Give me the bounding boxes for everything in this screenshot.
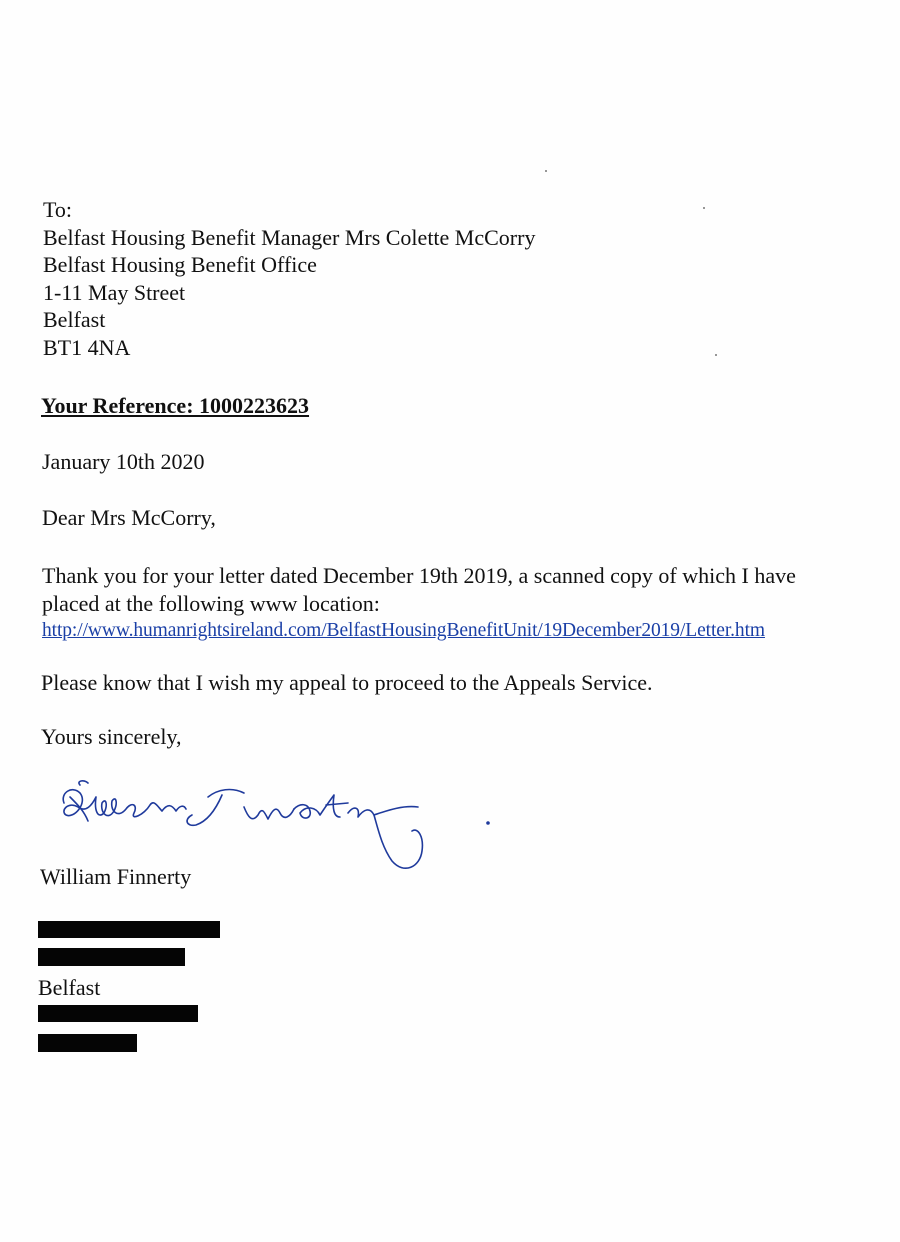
signer-name: William Finnerty bbox=[40, 864, 192, 889]
scan-speck bbox=[703, 207, 705, 209]
to-label: To: bbox=[43, 197, 73, 222]
paragraph-1-line-2: placed at the following www location: bbox=[42, 590, 380, 616]
addressee-block bbox=[43, 196, 535, 361]
addressee-name: Belfast Housing Benefit Manager Mrs Colette McCorry bbox=[43, 224, 536, 250]
redaction-bar bbox=[38, 1005, 198, 1022]
scan-speck bbox=[545, 170, 547, 172]
letter-date: January 10th 2020 bbox=[42, 449, 205, 474]
addressee-postcode: BT1 4NA bbox=[43, 334, 131, 360]
handwritten-signature bbox=[58, 775, 498, 875]
redaction-bar bbox=[38, 921, 220, 938]
scan-speck bbox=[715, 354, 717, 356]
reference-heading: Your Reference: 1000223623 bbox=[41, 393, 310, 418]
addressee-city: Belfast bbox=[43, 307, 106, 332]
body-paragraph-1 bbox=[42, 562, 887, 645]
signature-strokes bbox=[63, 781, 422, 868]
closing: Yours sincerely, bbox=[41, 724, 182, 749]
addressee-street: 1-11 May Street bbox=[43, 279, 186, 305]
salutation: Dear Mrs McCorry, bbox=[42, 505, 216, 530]
paragraph-1-line-1: Thank you for your letter dated December 19th 2019, a scanned copy of which I have bbox=[42, 563, 796, 588]
addressee-office: Belfast Housing Benefit Office bbox=[43, 252, 317, 277]
scanned-letter-link[interactable]: http://www.humanrightsireland.com/BelfastHousingBenefitUnit/19December2019/Letter.htm bbox=[42, 620, 765, 641]
signature-dot bbox=[486, 821, 490, 825]
sender-city: Belfast bbox=[38, 975, 101, 1000]
body-paragraph-2: Please know that I wish my appeal to proceed to the Appeals Service. bbox=[41, 670, 653, 695]
redaction-bar bbox=[38, 1034, 137, 1052]
redaction-bar bbox=[38, 948, 185, 966]
